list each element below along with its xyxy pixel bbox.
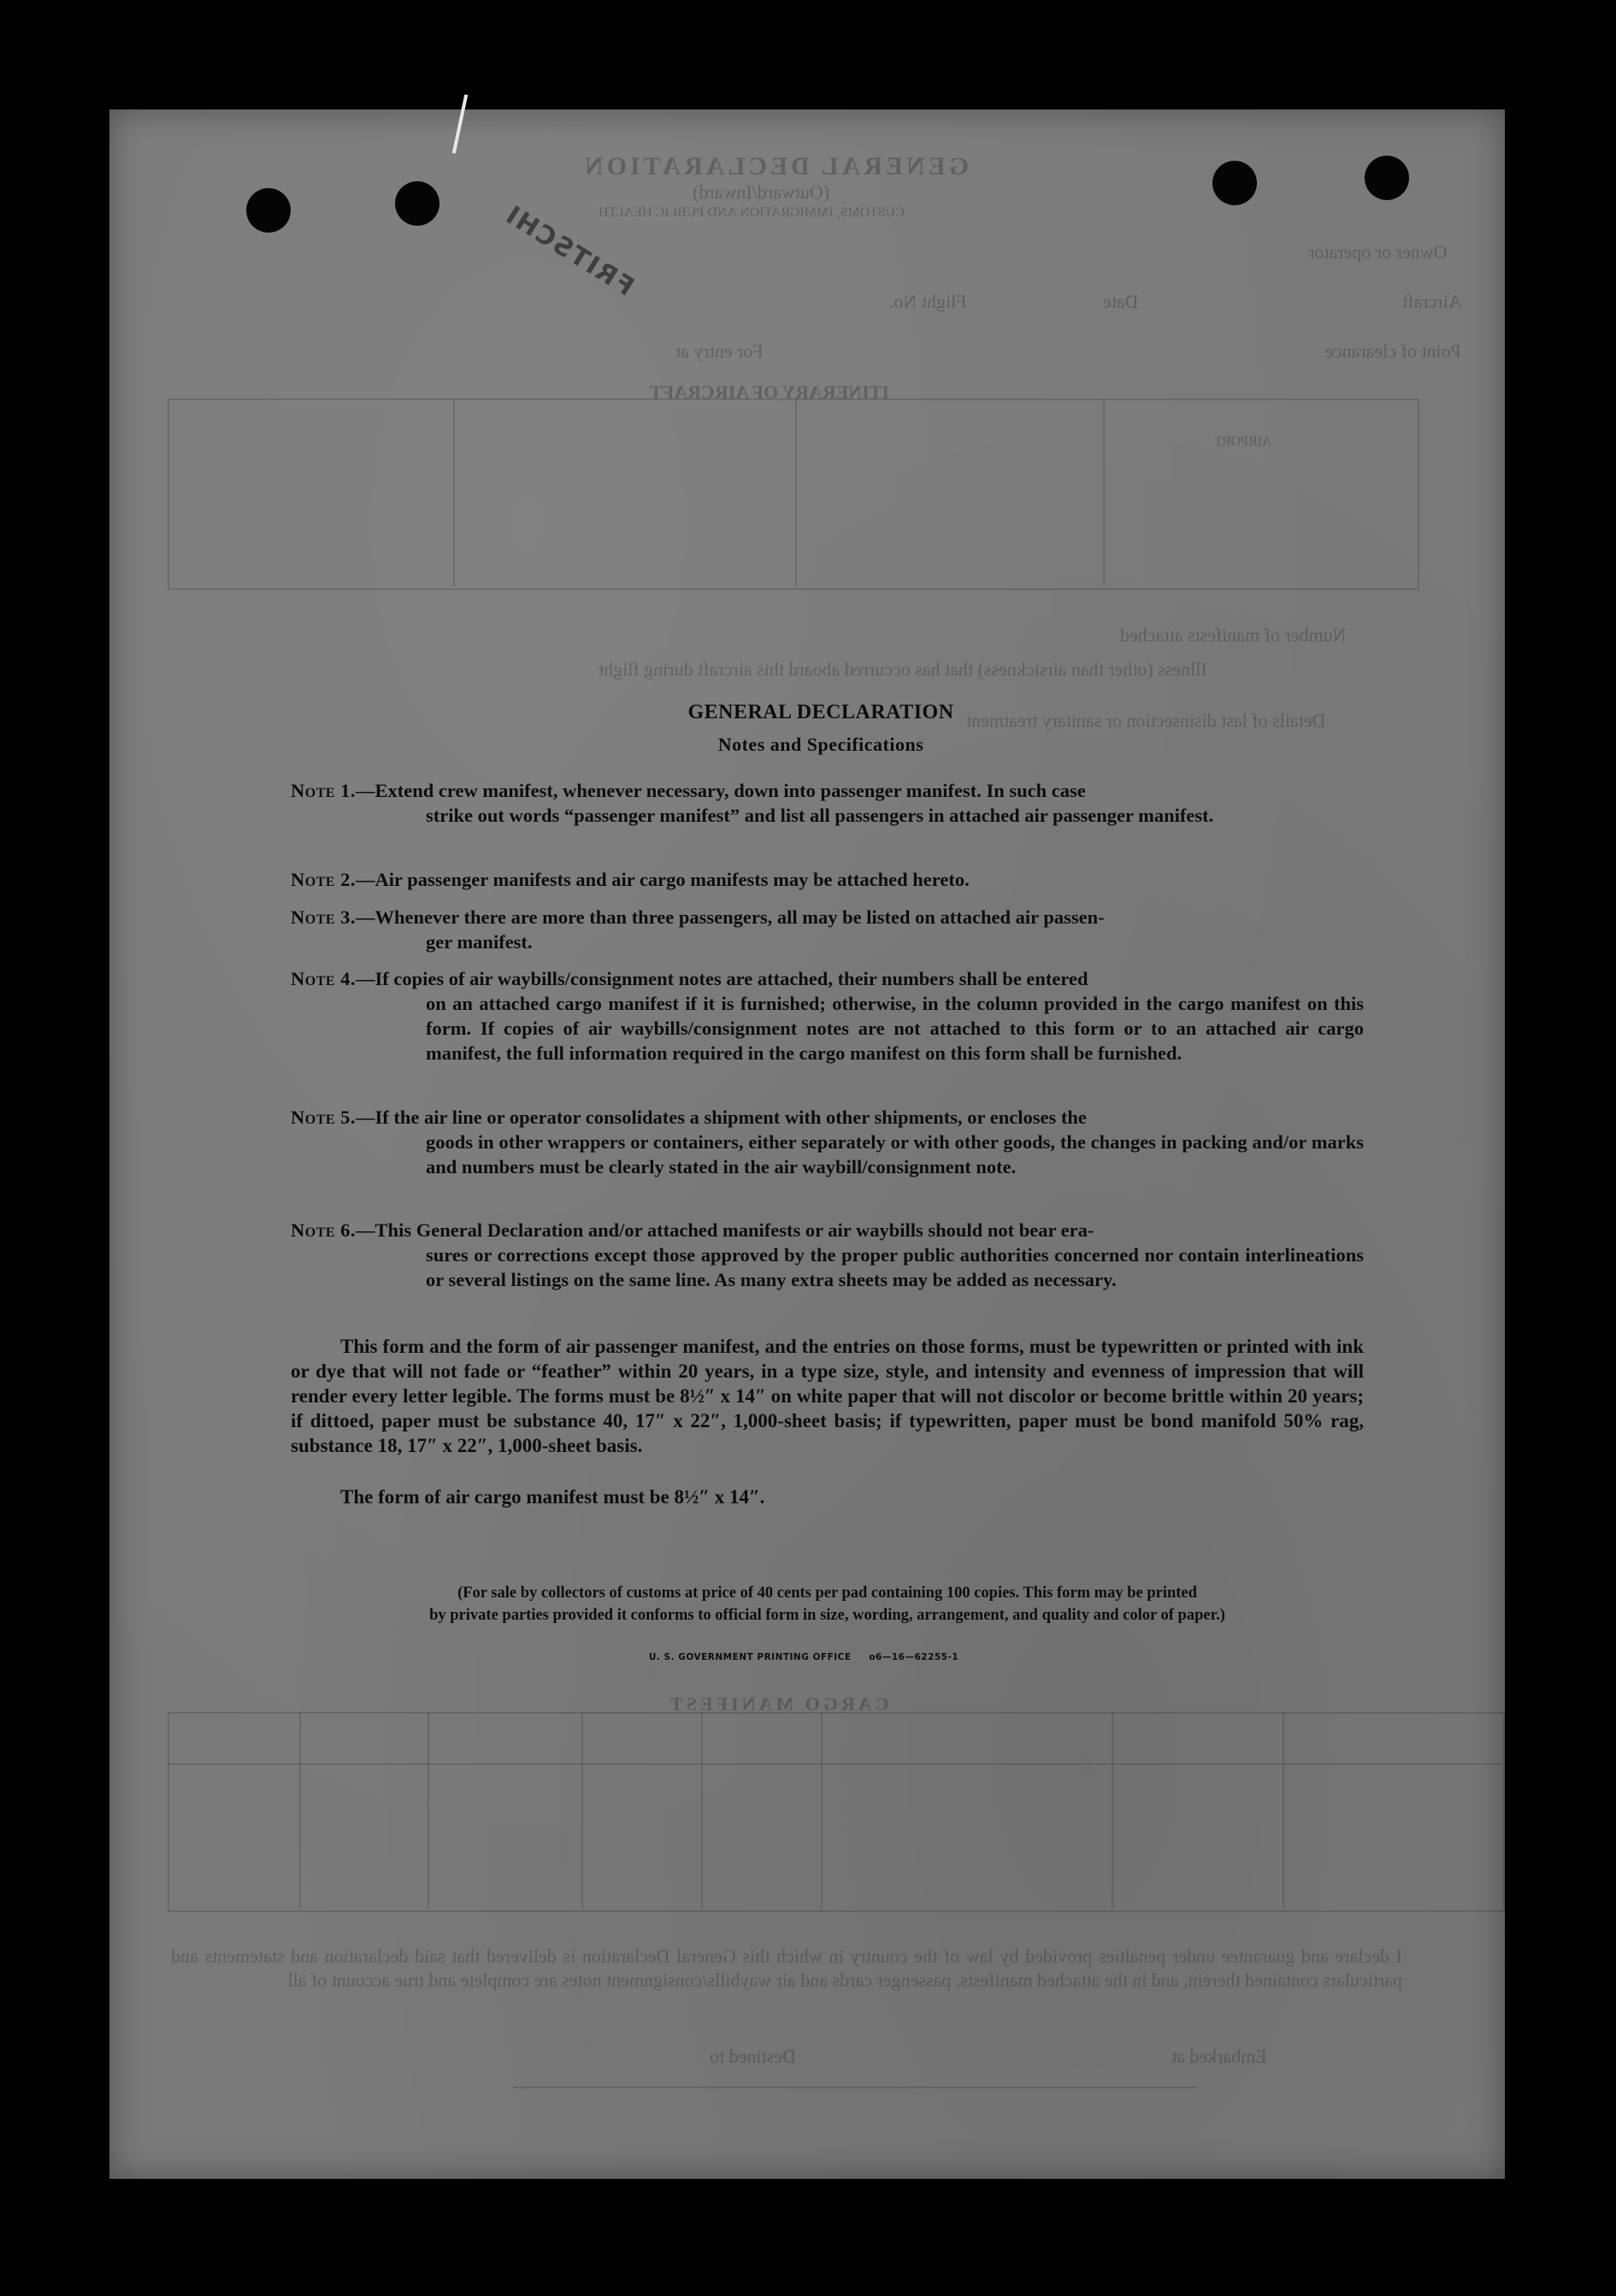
note-text: —Air passenger manifests and air cargo manifests may be attached hereto. <box>356 869 970 890</box>
note-continuation: sures or corrections except those approved by the proper public authorities concerned nor contain interlineations or several listings on the same line. As many extra sheets may be added as necessary. <box>426 1244 1364 1290</box>
note-continuation: strike out words “passenger manifest” and list all passengers in attached air passenger manifest. <box>426 805 1214 826</box>
ghost-owner-label: Owner or operator <box>1308 241 1448 263</box>
ghost-declaration-text: I declare and guarantee under penalties provided by law of the country in which this General Declaration is delivered that said declaration and statements and particulars contained therein, and in the attached manifests, passenger cards and air waybills/consignment notes are complete and true account of all <box>171 1945 1402 1991</box>
ghost-header-agency: CUSTOMS, IMMIGRATION AND PUBLIC HEALTH <box>599 205 905 220</box>
specification-paragraph-last: The form of air cargo manifest must be 8½″ x 14″. <box>340 1486 765 1508</box>
ghost-itin-col-2 <box>795 398 797 587</box>
ghost-airport-label: AIRPORT <box>1214 434 1272 449</box>
ghost-cargo-col-5 <box>821 1712 823 1909</box>
note-label: Note 4. <box>291 968 357 989</box>
note-label: Note 5. <box>291 1107 357 1128</box>
ghost-clearance-label: Point of clearance <box>1325 340 1461 362</box>
note-3 <box>291 905 1364 954</box>
note-label: Note 1. <box>291 780 357 801</box>
note-6 <box>291 1218 1364 1292</box>
punch-hole-right-1 <box>1212 161 1257 205</box>
note-2 <box>291 867 1364 892</box>
gpo-imprint: U. S. GOVERNMENT PRINTING OFFICE o6—16—62255-1 <box>648 1652 959 1662</box>
punch-hole-left-1 <box>246 188 291 233</box>
ghost-cargo-col-3 <box>581 1712 583 1909</box>
note-continuation: on an attached cargo manifest if it is furnished; otherwise, in the column provided in the cargo manifest on this form. If copies of air waybills/consignment notes are not attached to this form or to an attached air cargo manifest, the full information required in the cargo manifest on this form shall be furnished. <box>426 993 1364 1064</box>
ghost-cargo-manifest-label: CARGO MANIFEST <box>667 1693 889 1715</box>
ghost-itin-col-1 <box>453 398 455 587</box>
ghost-cargo-col-4 <box>701 1712 703 1909</box>
note-text: —If copies of air waybills/consignment notes are attached, their numbers shall be entered <box>356 968 1088 989</box>
note-4 <box>291 966 1364 1065</box>
ghost-cargo-col-6 <box>1112 1712 1113 1909</box>
note-text: —If the air line or operator consolidates a shipment with other shipments, or encloses the <box>356 1107 1087 1128</box>
note-1 <box>291 778 1364 828</box>
specification-paragraph: This form and the form of air passenger manifest, and the entries on those forms, must be typewritten or printed with ink or dye that will not fade or “feather” within 20 years, in a type size, style, and intensity and evenness of impression that will render every letter legible. The forms must be 8½″ x 14″ on white paper that will not discolor or become brittle within 20 years; if dittoed, paper must be substance 40, 17″ x 22″, 1,000-sheet basis; if typewritten, paper must be bond manifold 50% rag, substance 18, 17″ x 22″, 1,000-sheet basis. <box>291 1336 1364 1456</box>
ghost-header-subtitle: (Outward/Inward) <box>693 181 830 203</box>
ghost-itin-col-3 <box>1103 398 1105 587</box>
note-5 <box>291 1105 1364 1179</box>
ghost-aircraft-label: Aircraft <box>1402 291 1462 312</box>
note-label: Note 2. <box>291 869 357 890</box>
ghost-entry-label: For entry at <box>675 340 764 362</box>
note-continuation: ger manifest. <box>426 931 533 953</box>
note-text: —Extend crew manifest, whenever necessary, down into passenger manifest. In such case <box>356 780 1086 801</box>
sale-notice-line-2: by private parties provided it conforms to official form in size, wording, arrangement, and quality and color of paper.) <box>429 1607 1225 1624</box>
ghost-signature-line <box>513 2086 1197 2088</box>
ghost-itinerary-label: ITINERARY OF AIRCRAFT <box>650 381 889 403</box>
ghost-stamp: FRITSCHI <box>498 199 640 303</box>
ghost-flight-label: Flight No. <box>889 291 967 312</box>
ghost-embarked-label: Embarked at <box>1171 2045 1267 2067</box>
note-continuation: goods in other wrappers or containers, either separately or with other goods, the changes in packing and/or marks and numbers must be clearly stated in the air waybill/consignment note. <box>426 1131 1364 1178</box>
punch-hole-left-2 <box>395 181 439 226</box>
ghost-date-label: Date <box>1103 291 1139 312</box>
ghost-header-title: GENERAL DECLARATION <box>581 152 970 180</box>
ghost-cargo-header-rule <box>168 1763 1501 1765</box>
note-text: —This General Declaration and/or attached manifests or air waybills should not bear era- <box>356 1219 1094 1241</box>
ghost-disinsection-label: Details of last disinsection or sanitary treatment <box>966 710 1326 731</box>
sale-notice-line-1: (For sale by collectors of customs at price of 40 cents per pad containing 100 copies. This form may be printed <box>457 1585 1197 1602</box>
ghost-cargo-col-7 <box>1283 1712 1284 1909</box>
ghost-illness-label: Illness (other than airsickness) that has occurred aboard this aircraft during flight <box>599 658 1207 680</box>
punch-hole-right-2 <box>1365 156 1409 200</box>
ghost-cargo-col-2 <box>428 1712 429 1909</box>
page-title: GENERAL DECLARATION <box>687 701 954 723</box>
ghost-destined-label: Destined to <box>710 2045 796 2067</box>
ghost-manifests-label: Number of manifests attached <box>1120 624 1347 646</box>
note-label: Note 3. <box>291 906 357 928</box>
note-label: Note 6. <box>291 1219 357 1241</box>
ghost-itinerary-table <box>168 398 1419 590</box>
note-text: —Whenever there are more than three passengers, all may be listed on attached air passen- <box>356 906 1105 928</box>
page-subtitle: Notes and Specifications <box>717 734 924 755</box>
ghost-cargo-col-1 <box>299 1712 301 1909</box>
ghost-cargo-table <box>168 1712 1505 1912</box>
